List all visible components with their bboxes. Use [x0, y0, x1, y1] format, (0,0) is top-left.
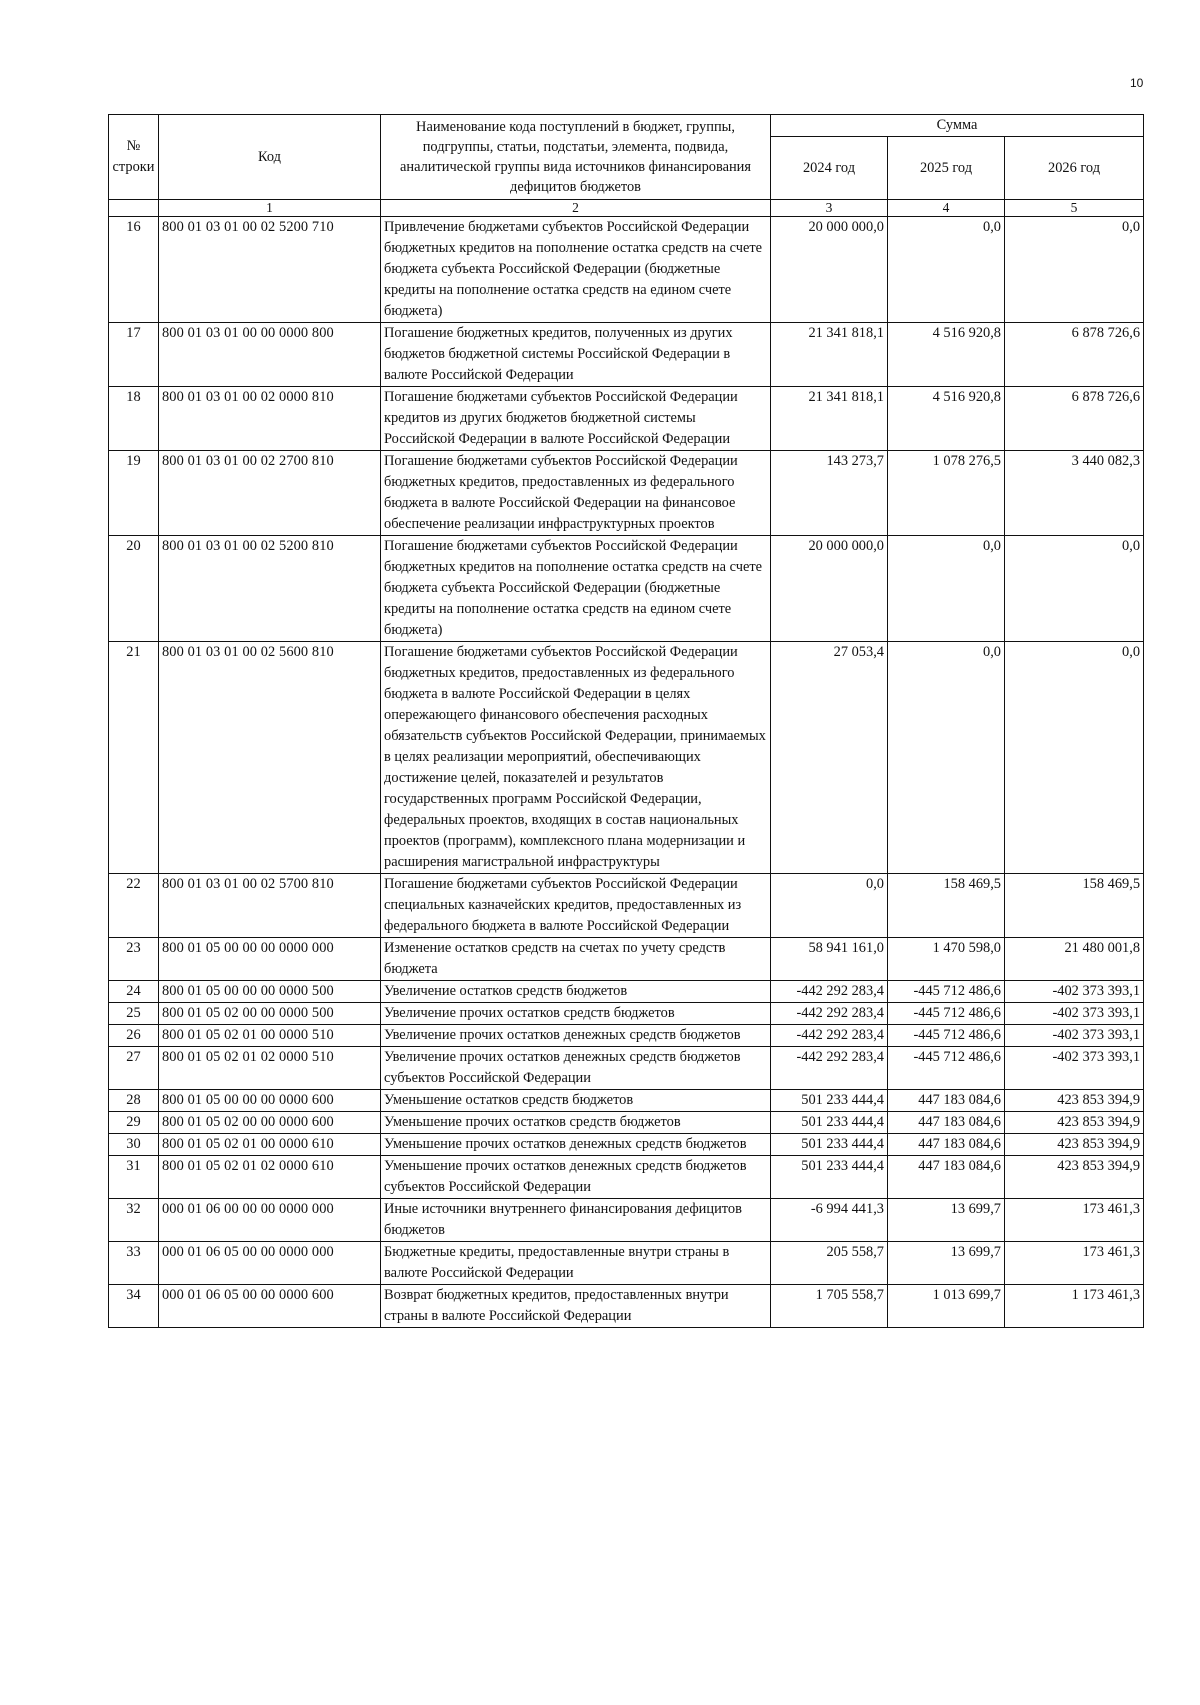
name-cell: Возврат бюджетных кредитов, предоставленных внутри страны в валюте Российской Федерации	[381, 1285, 771, 1328]
row-number-cell: 18	[109, 387, 159, 451]
table-row	[109, 323, 1144, 387]
name-cell: Уменьшение прочих остатков денежных средств бюджетов субъектов Российской Федерации	[381, 1156, 771, 1199]
amount-2026-cell: -402 373 393,1	[1005, 1025, 1144, 1047]
column-number: 5	[1005, 200, 1144, 217]
table-row	[109, 1090, 1144, 1112]
amount-2026-cell: 1 173 461,3	[1005, 1285, 1144, 1328]
code-cell: 800 01 05 02 00 00 0000 500	[159, 1003, 381, 1025]
page-number: 10	[1130, 76, 1144, 90]
amount-2026-cell: 173 461,3	[1005, 1199, 1144, 1242]
row-number-cell: 28	[109, 1090, 159, 1112]
table-row	[109, 874, 1144, 938]
code-cell: 000 01 06 05 00 00 0000 600	[159, 1285, 381, 1328]
amount-2025-cell: -445 712 486,6	[888, 981, 1005, 1003]
amount-2026-cell: -402 373 393,1	[1005, 1047, 1144, 1090]
row-number-cell: 33	[109, 1242, 159, 1285]
table-row	[109, 536, 1144, 642]
column-number: 4	[888, 200, 1005, 217]
amount-2024-cell: 1 705 558,7	[771, 1285, 888, 1328]
table-row	[109, 387, 1144, 451]
header-code: Код	[159, 115, 381, 200]
column-number-blank	[109, 200, 159, 217]
row-number-cell: 21	[109, 642, 159, 874]
name-cell: Увеличение прочих остатков денежных средств бюджетов	[381, 1025, 771, 1047]
amount-2025-cell: 0,0	[888, 217, 1005, 323]
code-cell: 800 01 05 00 00 00 0000 000	[159, 938, 381, 981]
name-cell: Бюджетные кредиты, предоставленные внутри страны в валюте Российской Федерации	[381, 1242, 771, 1285]
amount-2026-cell: 423 853 394,9	[1005, 1112, 1144, 1134]
row-number-cell: 31	[109, 1156, 159, 1199]
amount-2024-cell: 501 233 444,4	[771, 1134, 888, 1156]
row-number-cell: 17	[109, 323, 159, 387]
financing-sources-table	[108, 114, 1144, 1328]
code-cell: 800 01 05 00 00 00 0000 500	[159, 981, 381, 1003]
amount-2026-cell: 423 853 394,9	[1005, 1156, 1144, 1199]
name-cell: Погашение бюджетами субъектов Российской Федерации бюджетных кредитов на пополнение остатка средств на счете бюджета субъекта Российской Федерации (бюджетные кредиты на пополнение остатка средств на едином счете бюджета)	[381, 536, 771, 642]
code-cell: 800 01 03 01 00 02 5200 810	[159, 536, 381, 642]
amount-2025-cell: 447 183 084,6	[888, 1156, 1005, 1199]
code-cell: 800 01 05 02 00 00 0000 600	[159, 1112, 381, 1134]
row-number-cell: 29	[109, 1112, 159, 1134]
header-row-number: № строки	[109, 115, 159, 200]
table-row	[109, 1156, 1144, 1199]
header-year-2026: 2026 год	[1005, 137, 1144, 200]
row-number-cell: 26	[109, 1025, 159, 1047]
row-number-cell: 16	[109, 217, 159, 323]
amount-2024-cell: 20 000 000,0	[771, 536, 888, 642]
amount-2025-cell: 447 183 084,6	[888, 1134, 1005, 1156]
amount-2024-cell: 21 341 818,1	[771, 323, 888, 387]
amount-2026-cell: 158 469,5	[1005, 874, 1144, 938]
code-cell: 800 01 03 01 00 02 5200 710	[159, 217, 381, 323]
amount-2024-cell: -442 292 283,4	[771, 1003, 888, 1025]
code-cell: 800 01 03 01 00 02 5700 810	[159, 874, 381, 938]
amount-2024-cell: 501 233 444,4	[771, 1156, 888, 1199]
table-row	[109, 1112, 1144, 1134]
table-row	[109, 1025, 1144, 1047]
amount-2025-cell: -445 712 486,6	[888, 1003, 1005, 1025]
amount-2024-cell: 205 558,7	[771, 1242, 888, 1285]
amount-2025-cell: 447 183 084,6	[888, 1090, 1005, 1112]
amount-2024-cell: 20 000 000,0	[771, 217, 888, 323]
column-number: 1	[159, 200, 381, 217]
amount-2025-cell: 158 469,5	[888, 874, 1005, 938]
table-row	[109, 1285, 1144, 1328]
table-row	[109, 1003, 1144, 1025]
header-sum: Сумма	[771, 115, 1144, 137]
amount-2025-cell: 0,0	[888, 536, 1005, 642]
column-number-row	[109, 200, 1144, 217]
name-cell: Погашение бюджетами субъектов Российской Федерации кредитов из других бюджетов бюджетной системы Российской Федерации в валюте Российской Федерации	[381, 387, 771, 451]
amount-2025-cell: 13 699,7	[888, 1242, 1005, 1285]
code-cell: 000 01 06 00 00 00 0000 000	[159, 1199, 381, 1242]
amount-2025-cell: 447 183 084,6	[888, 1112, 1005, 1134]
row-number-cell: 23	[109, 938, 159, 981]
name-cell: Привлечение бюджетами субъектов Российской Федерации бюджетных кредитов на пополнение остатка средств на счете бюджета субъекта Российской Федерации (бюджетные кредиты на пополнение остатка средств на едином счете бюджета)	[381, 217, 771, 323]
code-cell: 800 01 05 02 01 00 0000 510	[159, 1025, 381, 1047]
amount-2024-cell: 21 341 818,1	[771, 387, 888, 451]
table-row	[109, 451, 1144, 536]
amount-2025-cell: 4 516 920,8	[888, 387, 1005, 451]
code-cell: 800 01 03 01 00 02 2700 810	[159, 451, 381, 536]
name-cell: Увеличение остатков средств бюджетов	[381, 981, 771, 1003]
row-number-cell: 24	[109, 981, 159, 1003]
column-number: 2	[381, 200, 771, 217]
code-cell: 800 01 05 02 01 02 0000 610	[159, 1156, 381, 1199]
code-cell: 800 01 03 01 00 02 0000 810	[159, 387, 381, 451]
table-row	[109, 1242, 1144, 1285]
row-number-cell: 22	[109, 874, 159, 938]
amount-2026-cell: 423 853 394,9	[1005, 1090, 1144, 1112]
amount-2024-cell: -442 292 283,4	[771, 981, 888, 1003]
row-number-cell: 25	[109, 1003, 159, 1025]
amount-2024-cell: 501 233 444,4	[771, 1112, 888, 1134]
table-row	[109, 1047, 1144, 1090]
amount-2025-cell: 13 699,7	[888, 1199, 1005, 1242]
name-cell: Иные источники внутреннего финансирования дефицитов бюджетов	[381, 1199, 771, 1242]
row-number-cell: 30	[109, 1134, 159, 1156]
name-cell: Погашение бюджетами субъектов Российской Федерации бюджетных кредитов, предоставленных из федерального бюджета в валюте Российской Федерации на финансовое обеспечение реализации инфраструктурных проектов	[381, 451, 771, 536]
table-row	[109, 217, 1144, 323]
header-year-2025: 2025 год	[888, 137, 1005, 200]
amount-2026-cell: 0,0	[1005, 217, 1144, 323]
amount-2026-cell: 173 461,3	[1005, 1242, 1144, 1285]
table-row	[109, 1134, 1144, 1156]
header-name: Наименование кода поступлений в бюджет, группы, подгруппы, статьи, подстатьи, элемента, подвида, аналитической группы вида источников финансирования дефицитов бюджетов	[381, 115, 771, 200]
amount-2025-cell: 1 013 699,7	[888, 1285, 1005, 1328]
amount-2025-cell: -445 712 486,6	[888, 1047, 1005, 1090]
code-cell: 800 01 03 01 00 02 5600 810	[159, 642, 381, 874]
table-row	[109, 642, 1144, 874]
amount-2026-cell: 0,0	[1005, 642, 1144, 874]
code-cell: 800 01 03 01 00 00 0000 800	[159, 323, 381, 387]
code-cell: 800 01 05 02 01 00 0000 610	[159, 1134, 381, 1156]
code-cell: 000 01 06 05 00 00 0000 000	[159, 1242, 381, 1285]
amount-2024-cell: 501 233 444,4	[771, 1090, 888, 1112]
amount-2026-cell: 3 440 082,3	[1005, 451, 1144, 536]
amount-2025-cell: 1 470 598,0	[888, 938, 1005, 981]
amount-2024-cell: -442 292 283,4	[771, 1025, 888, 1047]
amount-2024-cell: -442 292 283,4	[771, 1047, 888, 1090]
code-cell: 800 01 05 02 01 02 0000 510	[159, 1047, 381, 1090]
amount-2026-cell: 21 480 001,8	[1005, 938, 1144, 981]
code-cell: 800 01 05 00 00 00 0000 600	[159, 1090, 381, 1112]
name-cell: Изменение остатков средств на счетах по учету средств бюджета	[381, 938, 771, 981]
amount-2026-cell: -402 373 393,1	[1005, 1003, 1144, 1025]
amount-2025-cell: 1 078 276,5	[888, 451, 1005, 536]
row-number-cell: 27	[109, 1047, 159, 1090]
amount-2024-cell: 58 941 161,0	[771, 938, 888, 981]
name-cell: Увеличение прочих остатков средств бюджетов	[381, 1003, 771, 1025]
row-number-cell: 34	[109, 1285, 159, 1328]
amount-2025-cell: -445 712 486,6	[888, 1025, 1005, 1047]
name-cell: Уменьшение прочих остатков средств бюджетов	[381, 1112, 771, 1134]
amount-2024-cell: 0,0	[771, 874, 888, 938]
amount-2026-cell: 423 853 394,9	[1005, 1134, 1144, 1156]
row-number-cell: 19	[109, 451, 159, 536]
amount-2025-cell: 4 516 920,8	[888, 323, 1005, 387]
table-row	[109, 938, 1144, 981]
row-number-cell: 32	[109, 1199, 159, 1242]
amount-2024-cell: 143 273,7	[771, 451, 888, 536]
row-number-cell: 20	[109, 536, 159, 642]
name-cell: Уменьшение остатков средств бюджетов	[381, 1090, 771, 1112]
name-cell: Погашение бюджетных кредитов, полученных из других бюджетов бюджетной системы Российской Федерации в валюте Российской Федерации	[381, 323, 771, 387]
name-cell: Погашение бюджетами субъектов Российской Федерации специальных казначейских кредитов, предоставленных из федерального бюджета в валюте Российской Федерации	[381, 874, 771, 938]
table-row	[109, 981, 1144, 1003]
amount-2026-cell: 6 878 726,6	[1005, 323, 1144, 387]
name-cell: Уменьшение прочих остатков денежных средств бюджетов	[381, 1134, 771, 1156]
amount-2026-cell: 6 878 726,6	[1005, 387, 1144, 451]
amount-2024-cell: -6 994 441,3	[771, 1199, 888, 1242]
table-row	[109, 1199, 1144, 1242]
amount-2026-cell: -402 373 393,1	[1005, 981, 1144, 1003]
name-cell: Увеличение прочих остатков денежных средств бюджетов субъектов Российской Федерации	[381, 1047, 771, 1090]
amount-2026-cell: 0,0	[1005, 536, 1144, 642]
header-year-2024: 2024 год	[771, 137, 888, 200]
column-number: 3	[771, 200, 888, 217]
amount-2025-cell: 0,0	[888, 642, 1005, 874]
name-cell: Погашение бюджетами субъектов Российской Федерации бюджетных кредитов, предоставленных из федерального бюджета в валюте Российской Федерации в целях опережающего финансового обеспечения расходных обязательств субъектов Российской Федерации, принимаемых в целях реализации мероприятий, обеспечивающих достижение целей, показателей и результатов государственных программ Российской Федерации, федеральных проектов, входящих в состав национальных проектов (программ), комплексного плана модернизации и расширения магистральной инфраструктуры	[381, 642, 771, 874]
amount-2024-cell: 27 053,4	[771, 642, 888, 874]
